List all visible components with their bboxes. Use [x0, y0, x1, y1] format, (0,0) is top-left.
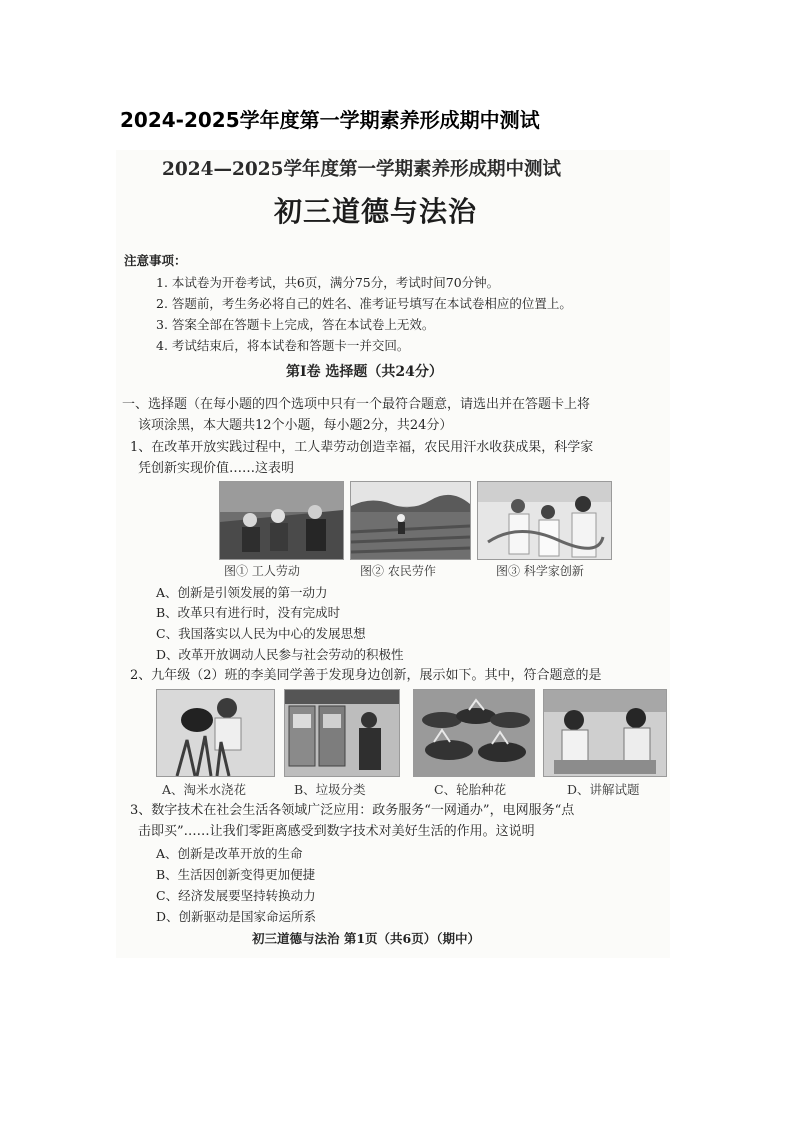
question-3-text: 击即买”……让我们零距离感受到数字技术对美好生活的作用。这说明 [138, 824, 535, 839]
question-3-option: D、创新驱动是国家命运所系 [156, 909, 317, 924]
option-caption: A、淘米水浇花 [162, 782, 247, 797]
figure-caption: 图③ 科学家创新 [496, 564, 584, 578]
document-title: 2024-2025学年度第一学期素养形成期中测试 [120, 108, 540, 132]
question-1-option: D、改革开放调动人民参与社会劳动的积极性 [156, 647, 404, 662]
question-1-option: B、改革只有进行时，没有完成时 [156, 605, 341, 620]
instruction-line: 一、选择题（在每小题的四个选项中只有一个最符合题意，请选出并在答题卡上将 [122, 397, 591, 412]
option-caption: B、垃圾分类 [294, 782, 366, 797]
instruction-line: 该项涂黑，本大题共12个小题，每小题2分，共24分） [138, 418, 453, 433]
option-c-photo [413, 689, 535, 777]
subject-title: 初三道德与法治 [274, 195, 478, 228]
question-3-option: B、生活因创新变得更加便捷 [156, 867, 316, 882]
notice-item: 2. 答题前，考生务必将自己的姓名、准考证号填写在本试卷相应的位置上。 [156, 296, 572, 311]
option-b-photo [284, 689, 400, 777]
notice-item: 3. 答案全部在答题卡上完成，答在本试卷上无效。 [156, 317, 435, 332]
page-footer: 初三道德与法治 第1页（共6页）（期中） [252, 931, 480, 946]
option-caption: C、轮胎种花 [434, 782, 507, 797]
notice-item: 1. 本试卷为开卷考试，共6页，满分75分，考试时间70分钟。 [156, 275, 500, 290]
question-3-option: C、经济发展要坚持转换动力 [156, 888, 316, 903]
question-3-option: A、创新是改革开放的生命 [156, 846, 303, 861]
notice-heading: 注意事项： [124, 253, 187, 268]
question-1-option: A、创新是引领发展的第一动力 [156, 585, 328, 600]
worker-labor-photo [219, 481, 344, 560]
question-1-option: C、我国落实以人民为中心的发展思想 [156, 626, 366, 641]
question-3-text: 3、数字技术在社会生活各领域广泛应用：政务服务“一网通办”，电网服务“点 [130, 803, 575, 818]
option-d-photo [543, 689, 667, 777]
scientist-innovation-photo [477, 481, 612, 560]
exam-title: 2024—2025学年度第一学期素养形成期中测试 [162, 159, 561, 180]
farmer-labor-photo [350, 481, 471, 560]
question-1-text: 1、在改革开放实践过程中，工人辈劳动创造幸福，农民用汗水收获成果，科学家 [130, 440, 594, 455]
scanned-exam-page [116, 150, 670, 958]
question-2-text: 2、九年级（2）班的李美同学善于发现身边创新，展示如下。其中，符合题意的是 [130, 668, 602, 683]
figure-caption: 图② 农民劳作 [360, 564, 436, 578]
notice-item: 4. 考试结束后，将本试卷和答题卡一并交回。 [156, 338, 410, 353]
section-heading: 第I卷 选择题（共24分） [286, 364, 443, 380]
option-caption: D、讲解试题 [567, 782, 640, 797]
figure-caption: 图① 工人劳动 [224, 564, 300, 578]
question-1-text: 凭创新实现价值……这表明 [138, 461, 295, 476]
option-a-photo [156, 689, 275, 777]
